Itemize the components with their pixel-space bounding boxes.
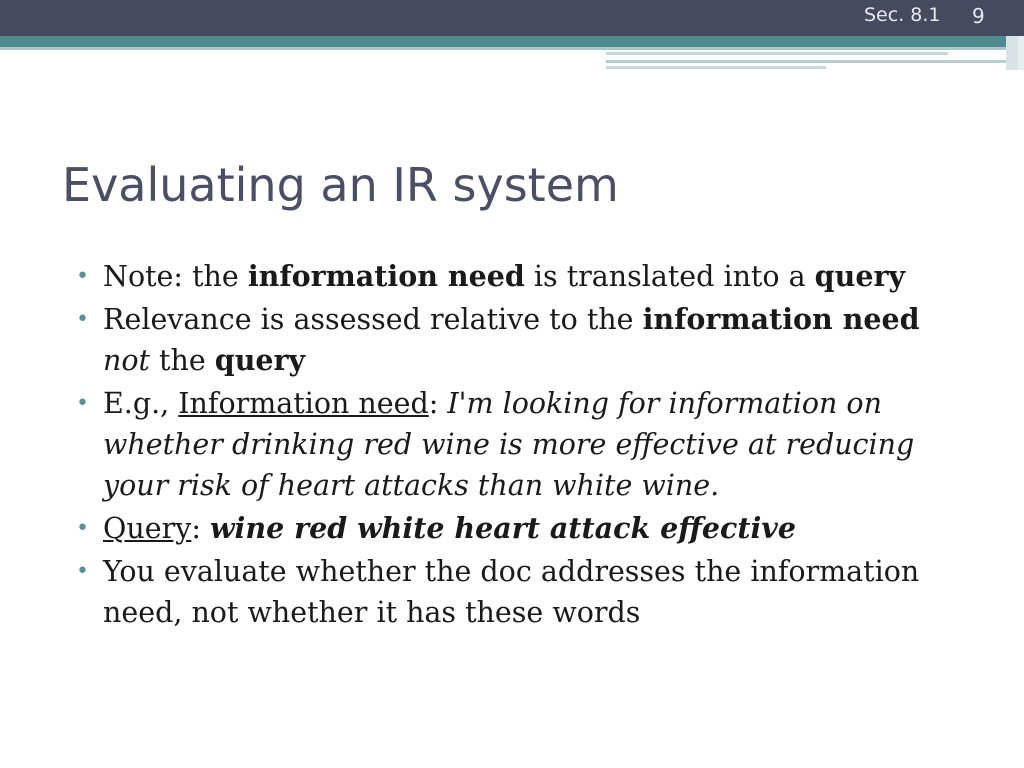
- bullet-text: Note: the: [103, 260, 248, 293]
- bullet-text: is translated into a: [524, 260, 815, 293]
- bullet-icon: •: [76, 516, 89, 541]
- decorative-block: [1006, 36, 1018, 70]
- bullet-text-bold-italic: wine red white heart attack effective: [209, 511, 797, 545]
- bullet-icon: •: [76, 391, 89, 416]
- bullet-text-italic: not: [103, 344, 150, 377]
- bullet-item: [74, 299, 974, 381]
- bullet-text: the: [149, 344, 215, 377]
- bullet-text-underline: Information need: [178, 387, 429, 420]
- decorative-line: [606, 52, 948, 55]
- bullet-text: :: [428, 387, 448, 420]
- bullet-text: Relevance is assessed relative to the: [103, 303, 643, 336]
- bullet-text: E.g.,: [103, 387, 179, 420]
- bullet-item: [74, 508, 974, 549]
- bullet-item: [74, 551, 974, 633]
- accent-band-light: [0, 47, 1024, 50]
- slide-title: Evaluating an IR system: [62, 158, 619, 212]
- bullet-text-bold: information need: [642, 302, 920, 336]
- bullet-icon: •: [76, 264, 89, 289]
- decorative-block: [1018, 36, 1024, 70]
- accent-band: [0, 36, 1024, 47]
- bullet-text-bold: information need: [247, 259, 525, 293]
- bullet-text-bold: query: [214, 343, 306, 377]
- section-label: Sec. 8.1: [864, 4, 941, 26]
- bullet-item: [74, 256, 974, 297]
- bullet-text: :: [191, 512, 210, 545]
- bullet-list: [74, 256, 974, 635]
- decorative-line: [606, 60, 1006, 63]
- bullet-icon: •: [76, 307, 89, 332]
- bullet-text-italic: I'm looking for information on whether drinking red wine is more effective at reducing your risk of heart attacks than white wine.: [103, 387, 915, 502]
- decorative-line: [606, 66, 826, 69]
- slide-number: 9: [972, 4, 985, 28]
- bullet-item: [74, 383, 974, 506]
- bullet-text-underline: Query: [103, 512, 192, 545]
- bullet-text: You evaluate whether the doc addresses the information need, not whether it has these words: [103, 555, 920, 629]
- bullet-text-bold: query: [814, 259, 906, 293]
- bullet-icon: •: [76, 559, 89, 584]
